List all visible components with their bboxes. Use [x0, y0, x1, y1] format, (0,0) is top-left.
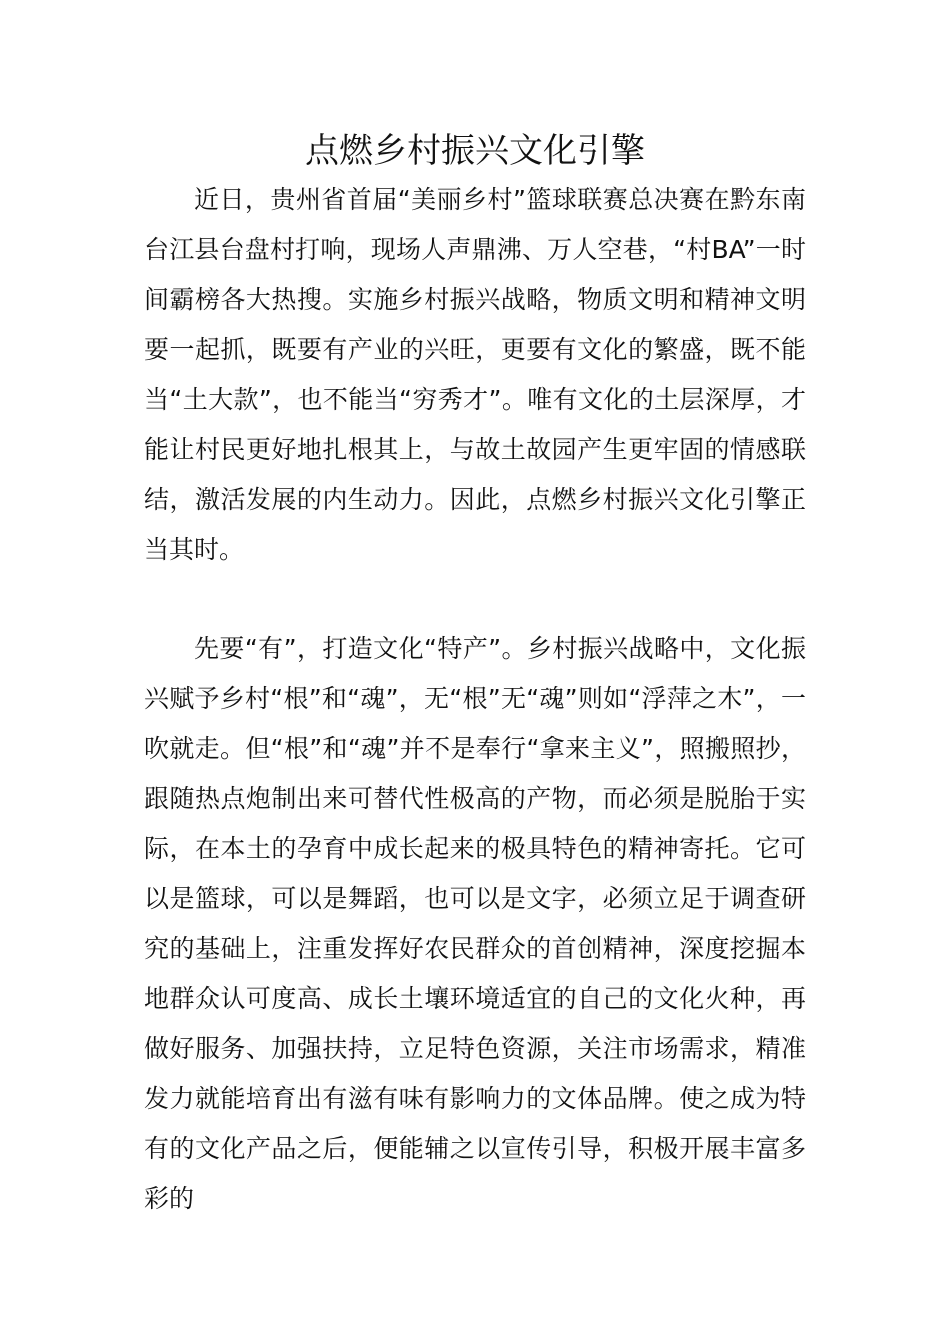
document-title: 点燃乡村振兴文化引擎 — [305, 131, 645, 171]
paragraph-2: 先要“有”，打造文化“特产”。乡村振兴战略中，文化振兴赋予乡村“根”和“魂”，无“根”无“魂”则如“浮萍之木”，一吹就走。但“根”和“魂”并不是奉行“拿来主义”，照搬照抄，跟随热点炮制出来可替代性极高的产物，而必须是脱胎于实际，在本土的孕育中成长起来的极具特色的精神寄托。它可以是篮球，可以是舞蹈，也可以是文字，必须立足于调查研究的基础上，注重发挥好农民群众的首创精神，深度挖掘本地群众认可度高、成长土壤环境适宜的自己的文化火种，再做好服务、加强扶持，立足特色资源，关注市场需求，精准发力就能培育出有滋有味有影响力的文体品牌。使之成为特有的文化产品之后，便能辅之以宣传引导，积极开展丰富多彩的 — [144, 634, 806, 1213]
paragraph-1: 近日，贵州省首届“美丽乡村”篮球联赛总决赛在黔东南台江县台盘村打响，现场人声鼎沸、万人空巷，“村BA”一时间霸榜各大热搜。实施乡村振兴战略，物质文明和精神文明要一起抓，既要有产业的兴旺，更要有文化的繁盛，既不能当“土大款”，也不能当“穷秀才”。唯有文化的土层深厚，才能让村民更好地扎根其上，与故土故园产生更牢固的情感联结，激活发展的内生动力。因此，点燃乡村振兴文化引擎正当其时。 — [144, 185, 806, 564]
